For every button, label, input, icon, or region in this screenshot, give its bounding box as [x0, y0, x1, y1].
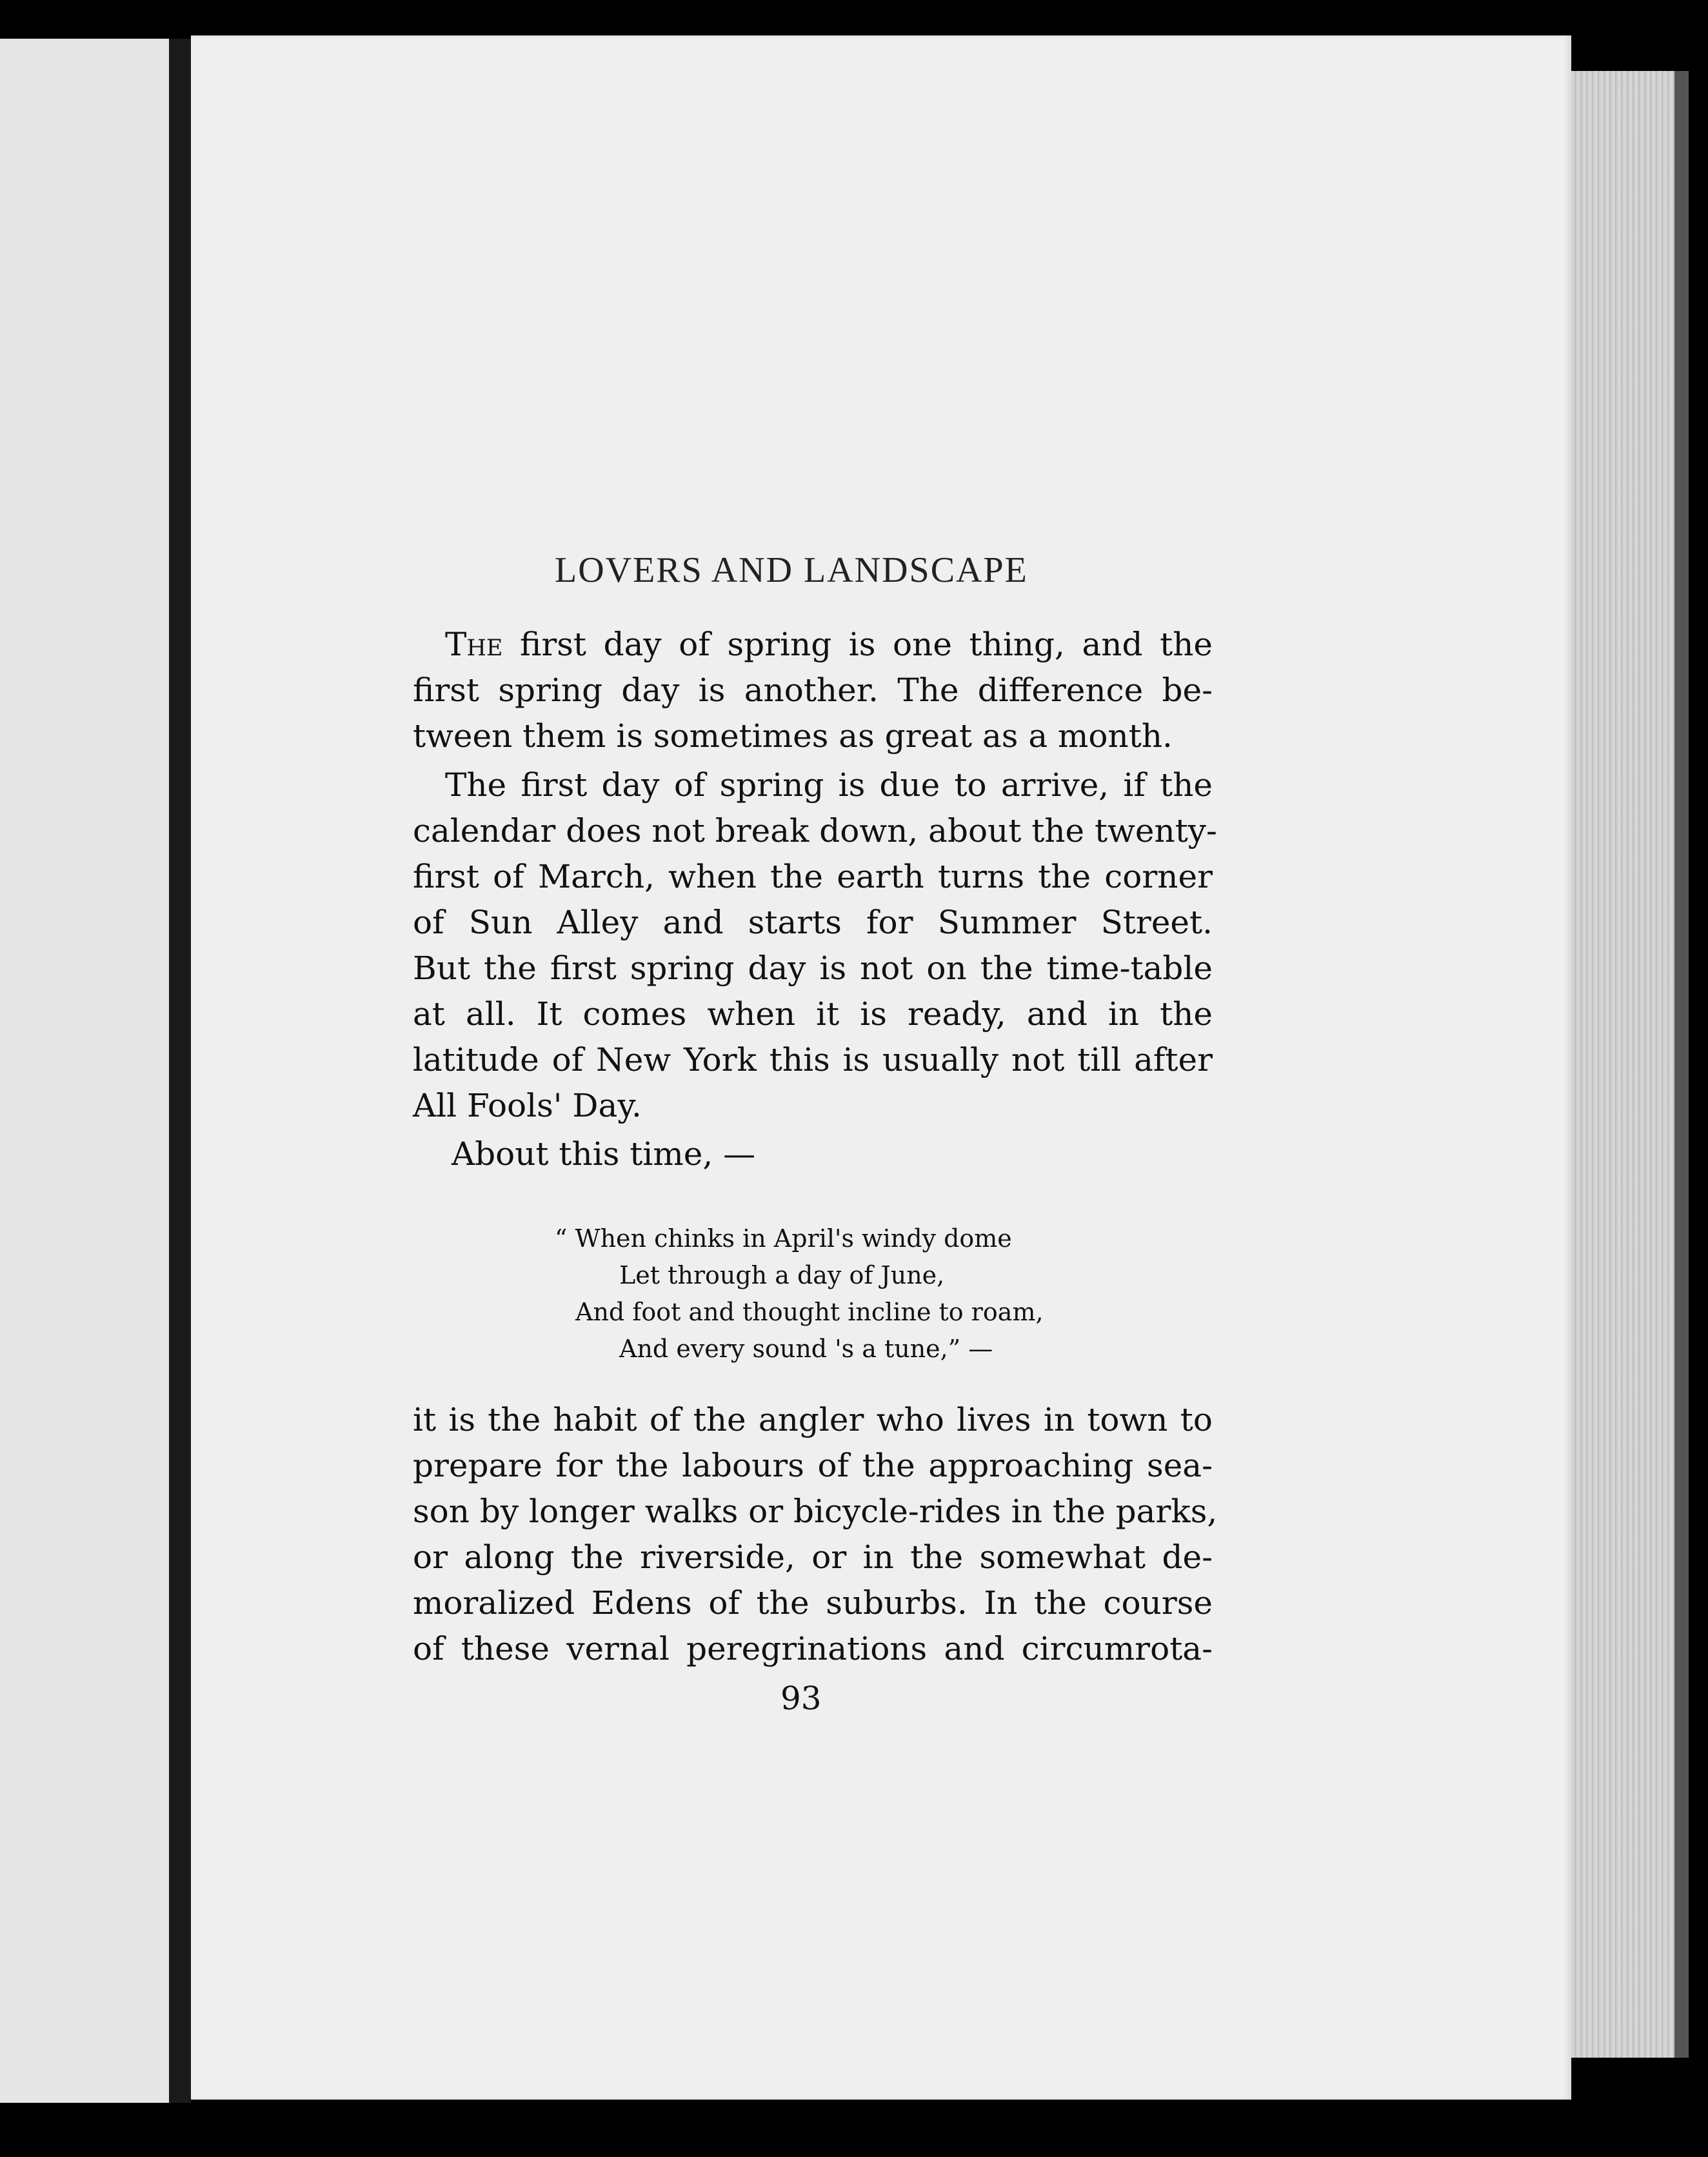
paragraph-4-line-1: it is the habit of the angler who lives in town to — [413, 1401, 1213, 1438]
paragraph-4-line-5: moralized Edens of the suburbs. In the course — [413, 1584, 1213, 1622]
lead-word: The — [445, 626, 503, 663]
left-page-edge — [0, 39, 169, 2103]
paragraph-2-line-8: All Fools' Day. — [413, 1087, 642, 1124]
paragraph-2 — [413, 762, 1217, 1129]
paragraph-4-line-6: of these vernal peregrinations and circumrota- — [413, 1630, 1213, 1667]
chapter-heading: LOVERS AND LANDSCAPE — [555, 550, 1028, 590]
verse-line-1: “ When chinks in April's windy dome — [555, 1224, 1012, 1253]
paragraph-3-line-1: About this time, — — [452, 1135, 756, 1173]
paragraph-4-line-2: prepare for the labours of the approaching sea- — [413, 1447, 1213, 1484]
paragraph-1-line-2: first spring day is another. The difference be- — [413, 671, 1213, 709]
page-number: 93 — [780, 1680, 822, 1717]
paragraph-2-line-1: The first day of spring is due to arrive, if the — [445, 766, 1213, 804]
paragraph-2-line-4: of Sun Alley and starts for Summer Street. — [413, 904, 1213, 941]
paragraph-2-line-2: calendar does not break down, about the twenty- — [413, 812, 1217, 850]
paragraph-3 — [413, 1131, 1213, 1177]
paragraph-1-line-1: The first day of spring is one thing, and the — [445, 626, 1213, 663]
paragraph-2-line-5: But the first spring day is not on the time-table — [413, 949, 1213, 987]
verse-line-2: Let through a day of June, — [619, 1261, 945, 1289]
verse-line-3: And foot and thought incline to roam, — [575, 1298, 1044, 1326]
paragraph-4 — [413, 1397, 1218, 1672]
book-gutter — [169, 39, 191, 2103]
paragraph-1-line-3: tween them is sometimes as great as a month. — [413, 717, 1173, 755]
verse-quote — [555, 1220, 1135, 1367]
paragraph-2-line-3: first of March, when the earth turns the corner — [413, 858, 1213, 895]
paragraph-2-line-7: latitude of New York this is usually not till after — [413, 1041, 1213, 1078]
paragraph-1 — [413, 622, 1213, 759]
verse-line-4: And every sound 's a tune,” — — [619, 1335, 993, 1363]
paragraph-4-line-3: son by longer walks or bicycle-rides in the parks, — [413, 1493, 1218, 1530]
paragraph-4-line-4: or along the riverside, or in the somewhat de- — [413, 1538, 1213, 1576]
book-cover-edge — [1674, 71, 1689, 2058]
paragraph-2-line-6: at all. It comes when it is ready, and in the — [413, 995, 1213, 1033]
page-stack-edge — [1571, 71, 1674, 2058]
